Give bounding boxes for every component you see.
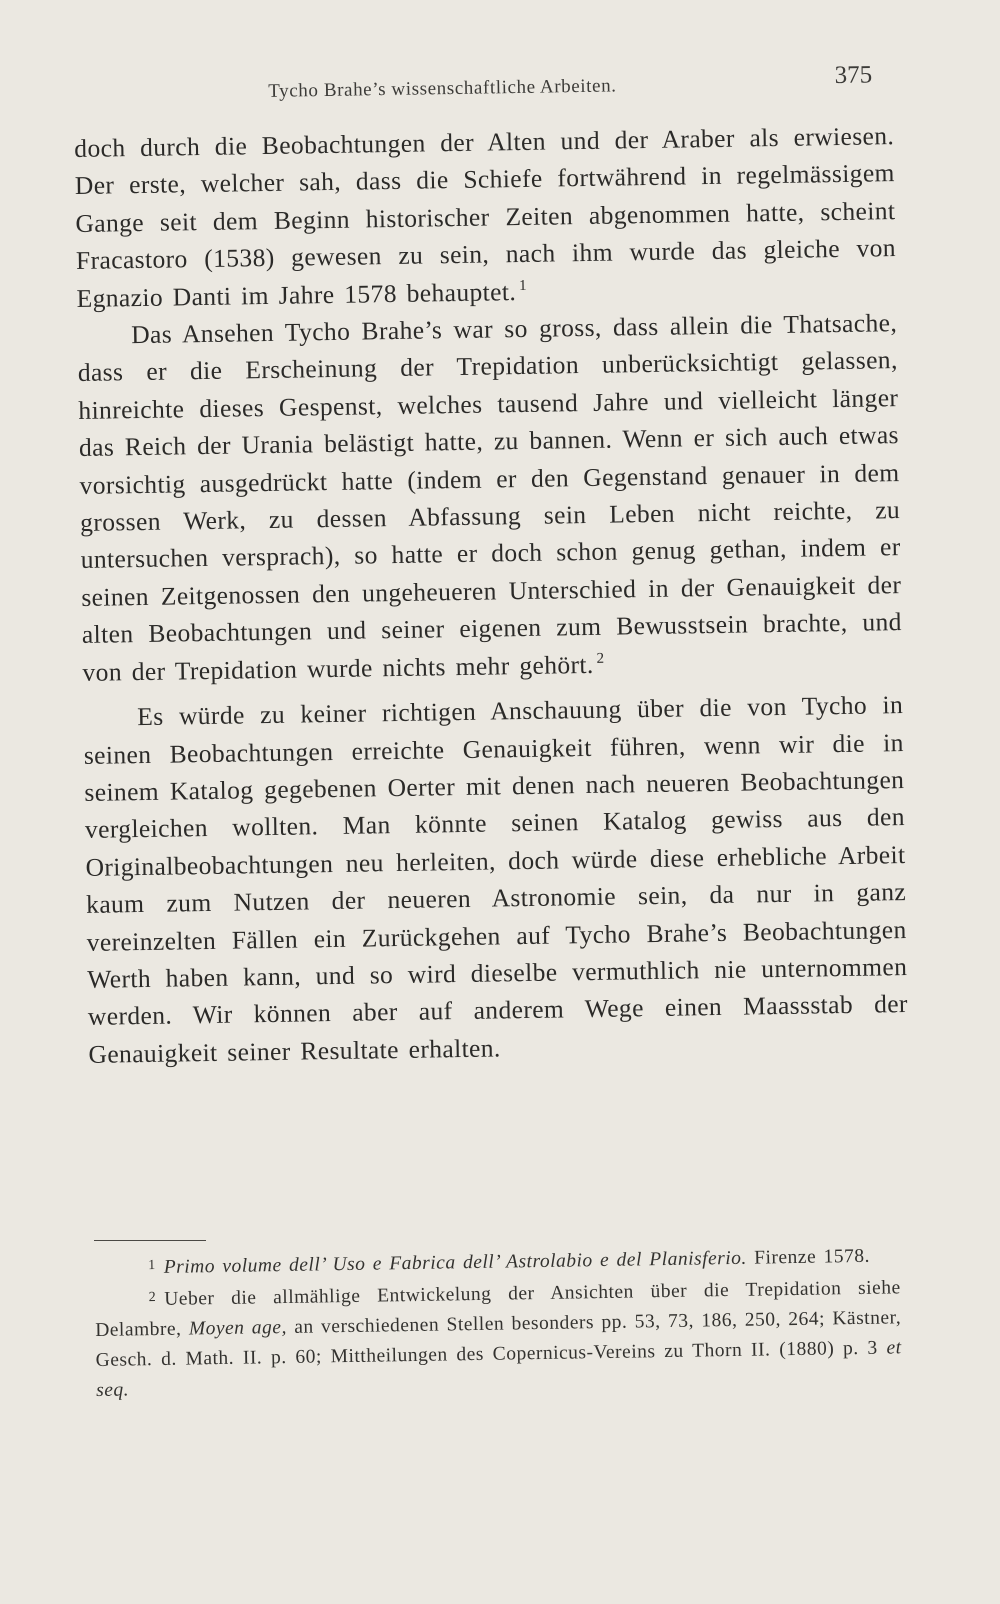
- paragraph-text: Das Ansehen Tycho Brahe’s war so gross, dass allein die Thatsache, dass er die Erscheinung der Trepidation unberücksichtigt gelassen, hinreichte dieses Gespenst, welches tausend Jahre und vielleicht länger das Reich der Urania belästigt hatte, zu bannen. Wenn er sich auch etwas vorsichtig ausgedrückt hatte (indem er den Gegenstand genauer in dem grossen Werk, zu dessen Abfassung sein Leben nicht reichte, zu untersuchen versprach), so hatte er doch schon genug gethan, indem er seinen Zeitgenossen den ungeheueren Unterschied in der Genauigkeit der alten Beobachtungen und seiner eigenen zum Bewusstsein brachte, und von der Trepidation wurde nichts mehr gehört.: [77, 308, 903, 687]
- footnote-italic-tail: et seq.: [96, 1337, 902, 1401]
- footnote-text-start: Ueber die allmählige Entwickelung der Ansichten über die Trepidation siehe Delambre,: [95, 1277, 901, 1341]
- footnotes: [94, 1239, 902, 1406]
- main-text: [74, 117, 909, 1073]
- running-title: Tycho Brahe’s wissenschaftliche Arbeiten.: [268, 75, 617, 102]
- footnote-italic-title: Moyen age,: [188, 1316, 288, 1340]
- paragraph-text: doch durch die Beobachtungen der Alten und der Araber als erwiesen. Der erste, welcher sah, dass die Schiefe fortwährend in regelmässigem Gange seit dem Beginn historischer Zeiten abgenommen hatte, scheint Fracastoro (1538) gewesen zu sein, nach ihm wurde das gleiche von Egnazio Danti im Jahre 1578 behauptet.: [74, 121, 897, 313]
- footnote-reference[interactable]: 1: [518, 277, 528, 294]
- paragraph-2: [77, 304, 903, 691]
- footnote-text: an verschiedenen Stellen besonders pp. 53, 73, 186, 250, 264; Kästner, Gesch. d. Math. II. p. 60; Mittheilungen des Copernicus-Vereins zu Thorn II. (1880) p. 3: [95, 1307, 902, 1371]
- footnote-text: Firenze 1578.: [746, 1245, 871, 1269]
- page-number: 375: [834, 61, 873, 89]
- paragraph-text: Es würde zu keiner richtigen Anschauung über die von Tycho in seinen Beobachtungen erreichte Genauigkeit führen, wenn wir die in seinem Katalog gegebenen Oerter mit denen nach neueren Beobachtungen vergleichen wollten. Man könnte seinen Katalog gewiss aus den Originalbeobachtungen neu herleiten, doch würde diese erhebliche Arbeit kaum zum Nutzen der neueren Astronomie sein, da nur in ganz vereinzelten Fällen ein Zurückgehen auf Tycho Brahe’s Beobachtungen Werth haben kann, und so wird dieselbe vermuthlich nie unternommen werden. Wir können aber auf anderem Wege einen Maassstab der Genauigkeit seiner Resultate erhalten.: [83, 690, 909, 1069]
- footnote-separator: [94, 1240, 206, 1241]
- paragraph-3: [83, 686, 909, 1073]
- footnote-reference[interactable]: 2: [596, 650, 605, 667]
- page-header: [70, 59, 893, 112]
- footnote-number: 2: [148, 1290, 157, 1306]
- footnote-italic-title: Primo volume dell’ Uso e Fabrica dell’ Astrolabio e del Planisferio.: [163, 1247, 747, 1278]
- footnote-number: 1: [148, 1258, 156, 1274]
- footnote-2: [95, 1271, 903, 1406]
- paragraph-1: [74, 117, 897, 317]
